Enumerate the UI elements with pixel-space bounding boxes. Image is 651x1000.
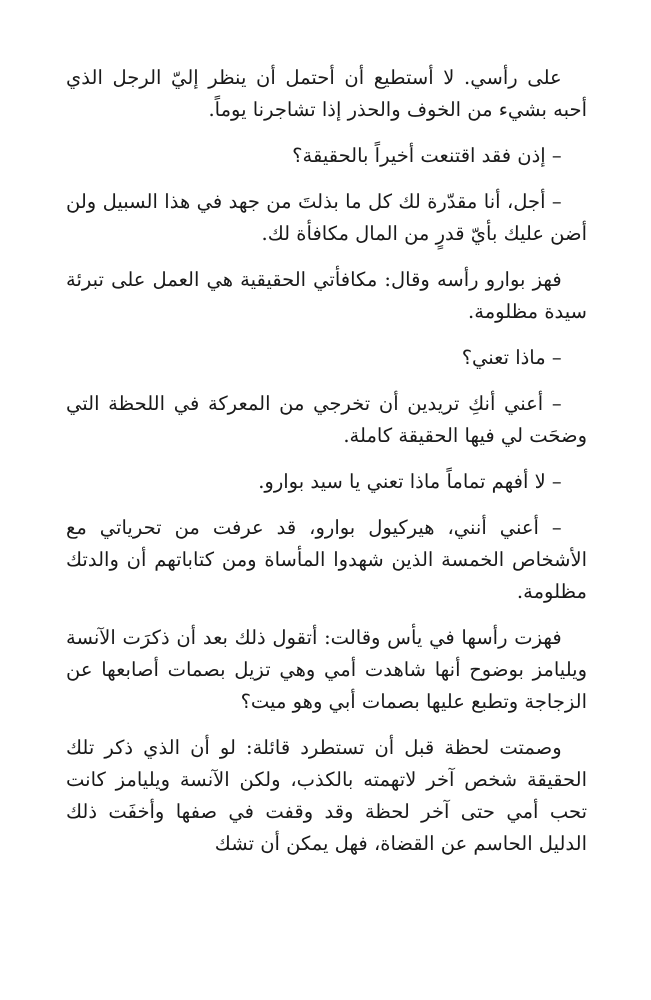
paragraph-7: – لا أفهم تماماً ماذا تعني يا سيد بوارو. [258,470,562,493]
book-page [66,62,587,860]
paragraph-9: فهزت رأسها في يأس وقالت: أتقول ذلك بعد أن ذكرَت الآنسة ويليامز بوضوح أنها شاهدت أمي وهي تزيل بصمات أصابعها عن الزجاجة وتطبع عليها بصمات أبي وهو ميت؟ [66,626,587,713]
paragraph-8: – أعني أنني، هيركيول بوارو، قد عرفت من تحرياتي مع الأشخاص الخمسة الذين شهدوا المأساة ومن كتاباتهم أن والدتك مظلومة. [66,516,587,603]
paragraph-3: – أجل، أنا مقدّرة لك كل ما بذلتَ من جهد في هذا السبيل ولن أضن عليك بأيّ قدرٍ من المال مكافأة لك. [66,190,587,245]
paragraph-5: – ماذا تعني؟ [461,346,562,369]
paragraph-6: – أعني أنكِ تريدين أن تخرجي من المعركة في اللحظة التي وضحَت لي فيها الحقيقة كاملة. [66,392,587,447]
paragraph-10: وصمتت لحظة قبل أن تستطرد قائلة: لو أن الذي ذكر تلك الحقيقة شخص آخر لاتهمته بالكذب، ولكن الآنسة ويليامز كانت تحب أمي حتى آخر لحظة وقد وقفت في صفها وأخفَت ذلك الدليل الحاسم عن القضاة، فهل يمكن أن تشك [66,736,587,855]
paragraph-1: على رأسي. لا أستطيع أن أحتمل أن ينظر إليّ الرجل الذي أحبه بشيء من الخوف والحذر إذا تشاجرنا يوماً. [66,66,587,121]
paragraph-4: فهز بوارو رأسه وقال: مكافأتي الحقيقية هي العمل على تبرئة سيدة مظلومة. [66,268,587,323]
paragraph-2: – إذن فقد اقتنعت أخيراً بالحقيقة؟ [292,144,562,167]
